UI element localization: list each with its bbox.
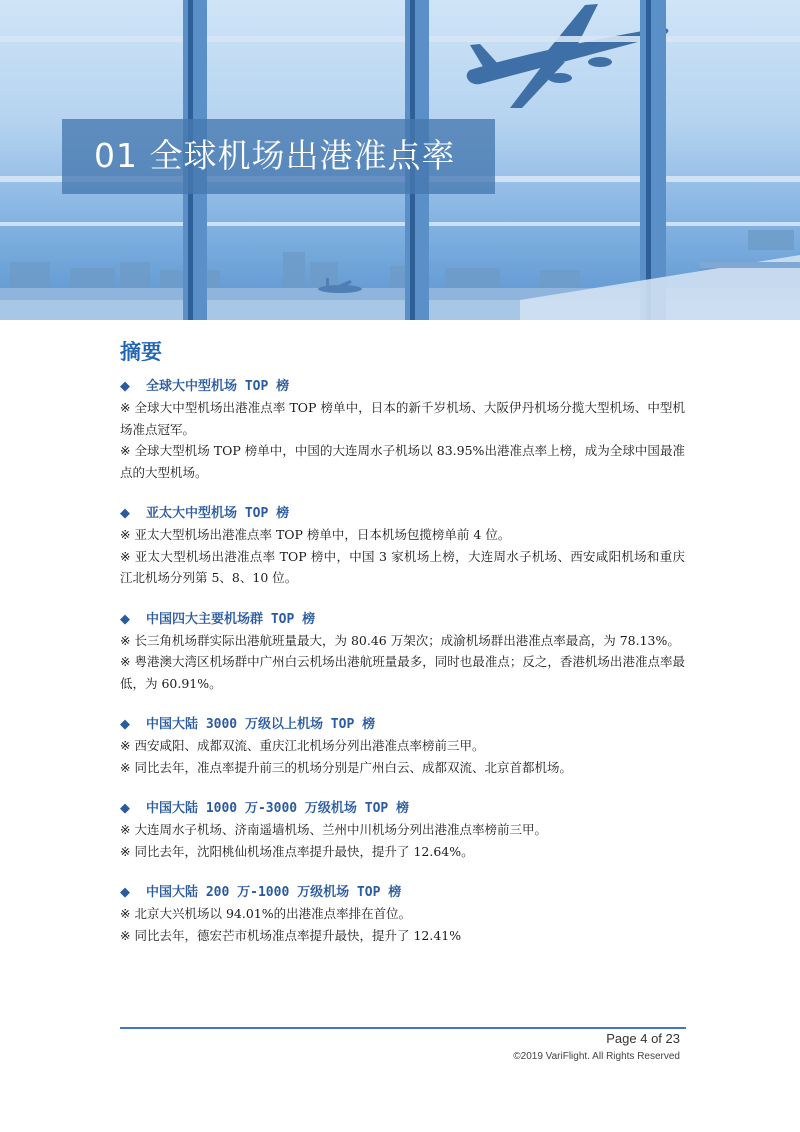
paragraph: ※ 亚太大型机场出港准点率 TOP 榜中，中国 3 家机场上榜，大连周水子机场、西安咸阳机场和重庆江北机场分列第 5、8、10 位。 bbox=[120, 548, 685, 585]
paragraph: ※ 全球大中型机场出港准点率 TOP 榜单中，日本的新千岁机场、大阪伊丹机场分揽大型机场、中型机场准点冠军。 bbox=[120, 400, 685, 437]
note-mark-icon: ※ bbox=[120, 843, 131, 859]
section-heading: ◆ 中国四大主要机场群 TOP 榜 bbox=[120, 609, 685, 630]
section-heading: ◆ 全球大中型机场 TOP 榜 bbox=[120, 376, 685, 397]
section-30m-plus bbox=[120, 714, 685, 778]
section-2m-10m bbox=[120, 882, 685, 946]
section-heading: ◆ 中国大陆 200 万-1000 万级机场 TOP 榜 bbox=[120, 882, 685, 903]
diamond-bullet-icon: ◆ bbox=[120, 885, 130, 900]
note-mark-icon: ※ bbox=[120, 759, 131, 775]
paragraph: ※ 西安咸阳、成都双流、重庆江北机场分列出港准点率榜前三甲。 bbox=[120, 738, 485, 753]
content-area bbox=[120, 336, 685, 966]
paragraph: ※ 同比去年，德宏芒市机场准点率提升最快，提升了 12.41% bbox=[120, 927, 462, 943]
note-mark-icon: ※ bbox=[120, 443, 131, 458]
summary-heading: 摘要 bbox=[120, 340, 162, 364]
paragraph: ※ 长三角机场群实际出港航班量最大，为 80.46 万架次；成渝机场群出港准点率最高，为 78.13%。 bbox=[120, 632, 680, 648]
note-mark-icon: ※ bbox=[120, 548, 131, 564]
page-number: Page 4 of 23 bbox=[606, 1031, 680, 1046]
footer-divider bbox=[120, 1027, 686, 1029]
section-global bbox=[120, 376, 685, 483]
paragraph: ※ 同比去年，沈阳桃仙机场准点率提升最快，提升了 12.64%。 bbox=[120, 843, 474, 859]
diamond-bullet-icon: ◆ bbox=[120, 506, 130, 521]
note-mark-icon: ※ bbox=[120, 400, 131, 415]
note-mark-icon: ※ bbox=[120, 738, 131, 753]
section-heading: ◆ 亚太大中型机场 TOP 榜 bbox=[120, 503, 685, 524]
paragraph: ※ 全球大型机场 TOP 榜单中，中国的大连周水子机场以 83.95%出港准点率上榜，成为全球中国最准点的大型机场。 bbox=[120, 443, 685, 480]
paragraph: ※ 大连周水子机场、济南遥墙机场、兰州中川机场分列出港准点率榜前三甲。 bbox=[120, 822, 547, 837]
section-china-clusters bbox=[120, 609, 685, 695]
note-mark-icon: ※ bbox=[120, 906, 131, 921]
section-asia-pacific bbox=[120, 503, 685, 589]
diamond-bullet-icon: ◆ bbox=[120, 717, 130, 732]
copyright-notice: ©2019 VariFlight. All Rights Reserved bbox=[513, 1051, 680, 1062]
diamond-bullet-icon: ◆ bbox=[120, 379, 130, 394]
note-mark-icon: ※ bbox=[120, 927, 131, 943]
diamond-bullet-icon: ◆ bbox=[120, 801, 130, 816]
note-mark-icon: ※ bbox=[120, 527, 131, 542]
note-mark-icon: ※ bbox=[120, 654, 131, 669]
paragraph: ※ 粤港澳大湾区机场群中广州白云机场出港航班量最多，同时也最准点；反之，香港机场出港准点率最低，为 60.91%。 bbox=[120, 654, 685, 691]
paragraph: ※ 北京大兴机场以 94.01%的出港准点率排在首位。 bbox=[120, 906, 412, 921]
paragraph: ※ 亚太大型机场出港准点率 TOP 榜单中，日本机场包揽榜单前 4 位。 bbox=[120, 527, 511, 542]
note-mark-icon: ※ bbox=[120, 822, 131, 837]
section-10m-30m bbox=[120, 798, 685, 862]
section-heading: ◆ 中国大陆 1000 万-3000 万级机场 TOP 榜 bbox=[120, 798, 685, 819]
diamond-bullet-icon: ◆ bbox=[120, 611, 130, 627]
page-title: 01 全球机场出港准点率 bbox=[94, 136, 456, 175]
section-heading: ◆ 中国大陆 3000 万级以上机场 TOP 榜 bbox=[120, 714, 685, 735]
note-mark-icon: ※ bbox=[120, 632, 131, 648]
paragraph: ※ 同比去年，准点率提升前三的机场分别是广州白云、成都双流、北京首都机场。 bbox=[120, 759, 572, 775]
